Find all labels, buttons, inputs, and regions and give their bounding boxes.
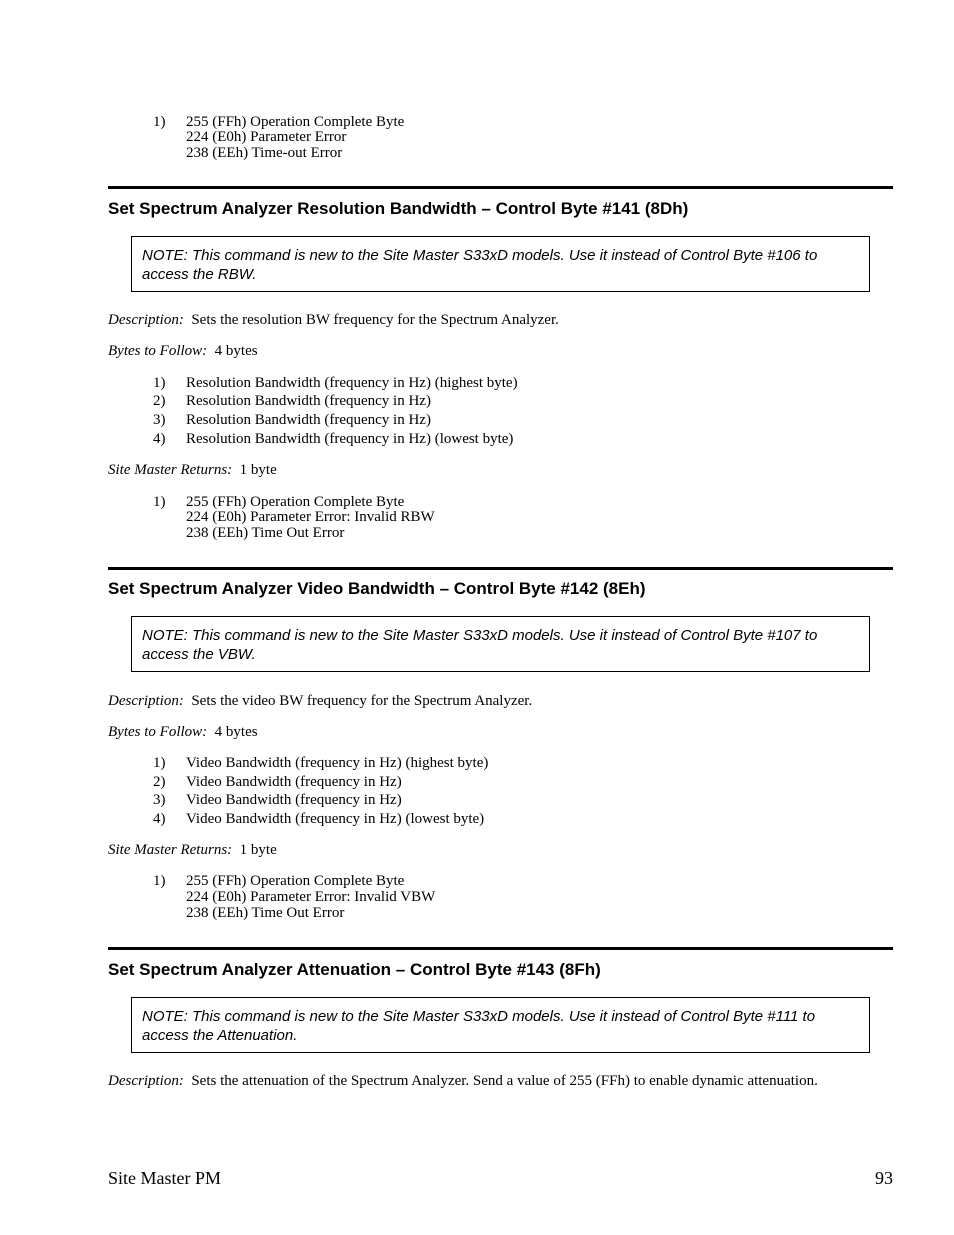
description-text: Sets the video BW frequency for the Spectrum Analyzer. (191, 693, 533, 709)
list-number: 2) (153, 393, 166, 409)
bytes-to-follow (108, 343, 258, 360)
return-line: 255 (FFh) Operation Complete Byte (186, 114, 405, 130)
list-number: 4) (153, 811, 166, 827)
list-item: Video Bandwidth (frequency in Hz) (lowest byte) (186, 811, 485, 827)
return-line: 238 (EEh) Time Out Error (186, 525, 345, 541)
return-line: 224 (E0h) Parameter Error (186, 129, 347, 145)
description-label: Description: (108, 312, 184, 328)
section-heading: Set Spectrum Analyzer Resolution Bandwidth – Control Byte #141 (8Dh) (108, 199, 689, 218)
bytes-label: Bytes to Follow: (108, 343, 208, 359)
returns-label: Site Master Returns: (108, 842, 233, 858)
returns-label: Site Master Returns: (108, 462, 233, 478)
footer-title: Site Master PM (108, 1168, 222, 1188)
description (108, 693, 532, 710)
list-number: 3) (153, 412, 166, 428)
section-heading: Set Spectrum Analyzer Attenuation – Control Byte #143 (8Fh) (108, 960, 601, 979)
site-master-returns (108, 462, 277, 479)
list-number: 3) (153, 792, 166, 808)
description-label: Description: (108, 693, 184, 709)
list-number: 1) (153, 375, 166, 391)
page-number: 93 (875, 1168, 893, 1188)
list-number: 1) (153, 755, 166, 771)
list-item: Video Bandwidth (frequency in Hz) (186, 792, 402, 808)
bytes-label: Bytes to Follow: (108, 724, 208, 740)
list-item: Resolution Bandwidth (frequency in Hz) (186, 393, 431, 409)
list-number: 1) (153, 114, 166, 130)
list-number: 1) (153, 873, 166, 889)
bytes-value: 4 bytes (214, 343, 258, 359)
description (108, 1073, 818, 1090)
list-item: Resolution Bandwidth (frequency in Hz) (highest byte) (186, 375, 518, 391)
return-line: 224 (E0h) Parameter Error: Invalid VBW (186, 889, 436, 905)
bytes-to-follow (108, 724, 258, 741)
list-item: Video Bandwidth (frequency in Hz) (highest byte) (186, 755, 489, 771)
returns-value: 1 byte (239, 462, 277, 478)
section-rule (108, 567, 893, 570)
return-line: 238 (EEh) Time-out Error (186, 145, 343, 161)
section-rule (108, 947, 893, 950)
description-text: Sets the resolution BW frequency for the Spectrum Analyzer. (191, 312, 559, 328)
note-box: NOTE: This command is new to the Site Master S33xD models. Use it instead of Control Byte #106 to access the RBW. (131, 236, 870, 292)
list-item: Resolution Bandwidth (frequency in Hz) (186, 412, 431, 428)
return-line: 255 (FFh) Operation Complete Byte (186, 494, 405, 510)
list-number: 1) (153, 494, 166, 510)
site-master-returns (108, 842, 277, 859)
list-item: Video Bandwidth (frequency in Hz) (186, 774, 402, 790)
description-text: Sets the attenuation of the Spectrum Analyzer. Send a value of 255 (FFh) to enable dynamic attenuation. (191, 1073, 818, 1089)
returns-value: 1 byte (239, 842, 277, 858)
return-line: 238 (EEh) Time Out Error (186, 905, 345, 921)
note-box: NOTE: This command is new to the Site Master S33xD models. Use it instead of Control Byte #107 to access the VBW. (131, 616, 870, 672)
return-line: 255 (FFh) Operation Complete Byte (186, 873, 405, 889)
description-label: Description: (108, 1073, 184, 1089)
section-heading: Set Spectrum Analyzer Video Bandwidth – Control Byte #142 (8Eh) (108, 579, 646, 598)
list-number: 2) (153, 774, 166, 790)
list-item: Resolution Bandwidth (frequency in Hz) (lowest byte) (186, 431, 514, 447)
list-number: 4) (153, 431, 166, 447)
note-box: NOTE: This command is new to the Site Master S33xD models. Use it instead of Control Byte #111 to access the Attenuation. (131, 997, 870, 1053)
section-rule (108, 186, 893, 189)
bytes-value: 4 bytes (214, 724, 258, 740)
return-line: 224 (E0h) Parameter Error: Invalid RBW (186, 509, 435, 525)
description (108, 312, 559, 329)
